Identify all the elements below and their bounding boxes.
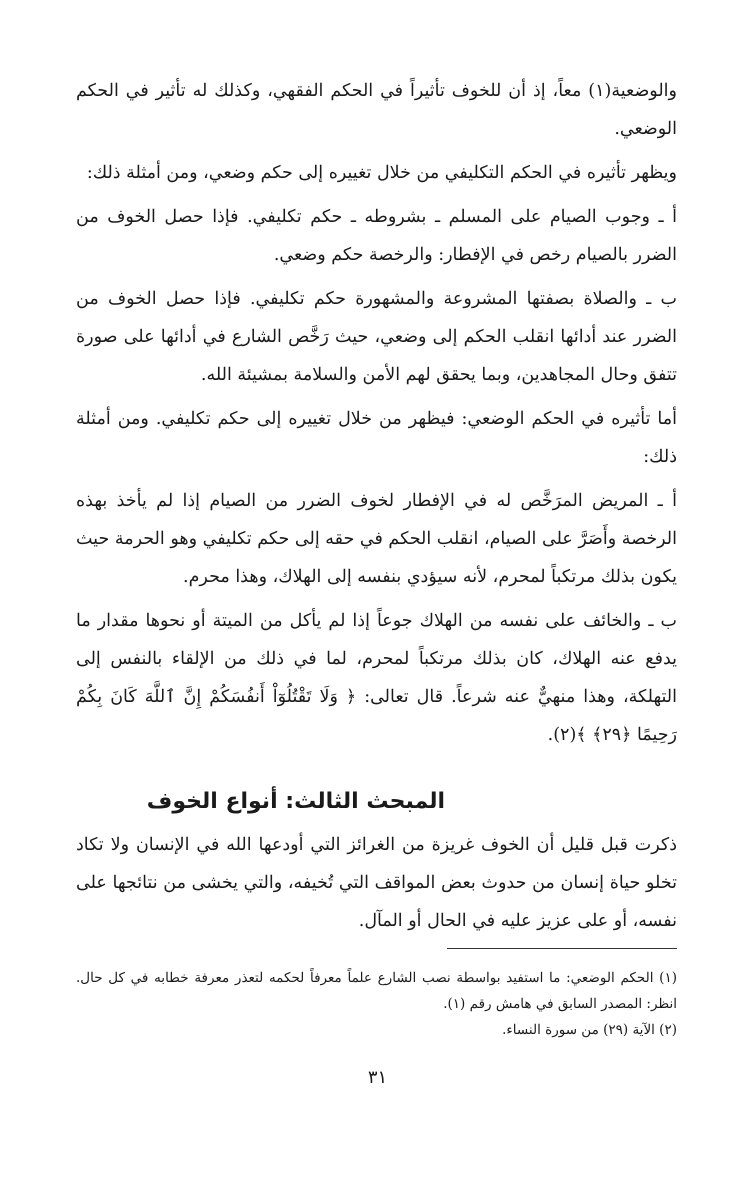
- page-number: ٣١: [367, 1067, 388, 1088]
- paragraph: ب ـ والصلاة بصفتها المشروعة والمشهورة حكم تكليفي. فإذا حصل الخوف من الضرر عند أدائها انقلب الحكم إلى وضعي، حيث رَخَّص الشارع في أدائها على صورة تتفق وحال المجاهدين، وبما يحقق لهم الأمن والسلامة بمشيئة الله.: [76, 289, 677, 385]
- footnote-1: (١) الحكم الوضعي: ما استفيد بواسطة نصب الشارع علماً معرفاً لحكمه لتعذر معرفة خطابه في كل حال. انظر: المصدر السابق في هامش رقم (١).: [76, 970, 677, 1012]
- main-text: [76, 72, 677, 946]
- paragraph: أ ـ المريض المرَخَّص له في الإفطار لخوف الضرر من الصيام إذا لم يأخذ بهذه الرخصة وأَصَرَّ على الصيام، انقلب الحكم في حقه إلى حكم تكليفي وهو الحرمة حيث يكون بذلك مرتكباً لمحرم، لأنه سيؤدي بنفسه إلى الهلاك، وهذا محرم.: [76, 491, 677, 587]
- paragraph: أ ـ وجوب الصيام على المسلم ـ بشروطه ـ حكم تكليفي. فإذا حصل الخوف من الضرر بالصيام رخص في الإفطار: والرخصة حكم وضعي.: [76, 207, 677, 265]
- paragraph-with-quran-verse: ب ـ والخائف على نفسه من الهلاك جوعاً إذا لم يأكل من الميتة أو نحوها مقدار ما يدفع عنه الهلاك، كان بذلك مرتكباً لمحرم، لما في ذلك من الإلقاء بالنفس إلى التهلكة، وهذا منهيٌّ عنه شرعاً. قال تعالى: ﴿ وَلَا تَقْتُلُوٓاْ أَنفُسَكُمْ إِنَّ ٱللَّهَ كَانَ بِكُمْ رَحِيمًا ﴿٢٩﴾ ﴾(٢).: [76, 611, 677, 745]
- paragraph: ذكرت قبل قليل أن الخوف غريزة من الغرائز التي أودعها الله في الإنسان ولا تكاد تخلو حياة إنسان من حدوث بعض المواقف التي تُخيفه، والتي يخشى من نتائجها على نفسه، أو على عزيز عليه في الحال أو المآل.: [76, 835, 677, 931]
- paragraph: ويظهر تأثيره في الحكم التكليفي من خلال تغييره إلى حكم وضعي، ومن أمثلة ذلك:: [86, 163, 677, 183]
- paragraph: أما تأثيره في الحكم الوضعي: فيظهر من خلال تغييره إلى حكم تكليفي. ومن أمثلة ذلك:: [76, 409, 677, 467]
- paragraph: والوضعية(١) معاً، إذ أن للخوف تأثيراً في الحكم الفقهي، وكذلك له تأثير في الحكم الوضعي.: [76, 81, 677, 139]
- footnote-2: (٢) الآية (٢٩) من سورة النساء.: [502, 1022, 677, 1038]
- footnote-separator: [447, 948, 677, 949]
- footnotes: [76, 965, 677, 1043]
- section-heading: المبحث الثالث: أنواع الخوف: [146, 789, 445, 814]
